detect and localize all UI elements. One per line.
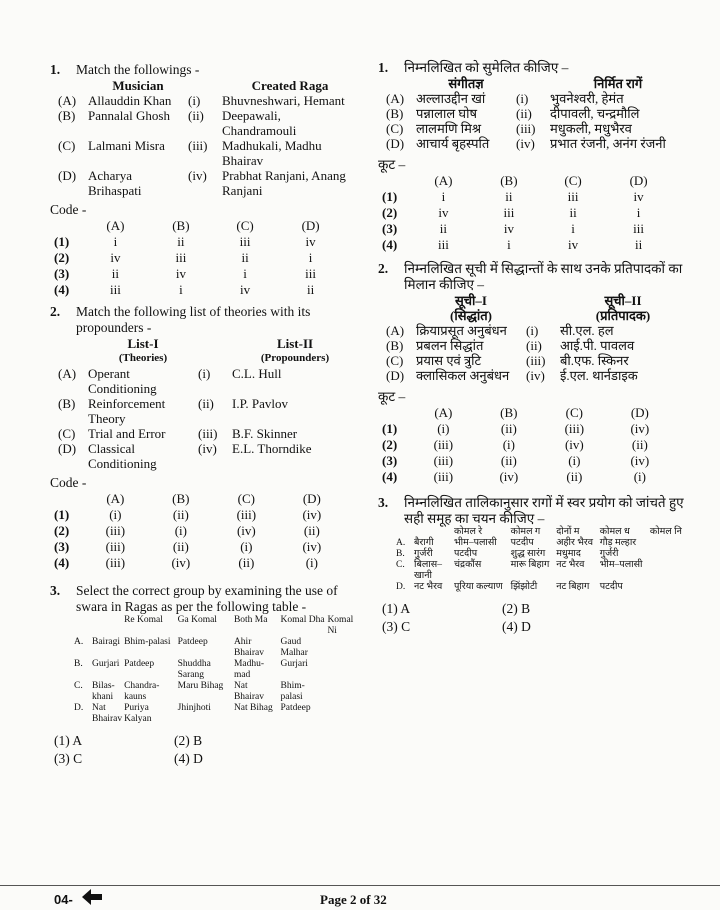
match-table: संगीतज्ञ निर्मित रागें (A) अल्लाउद्दीन खां (i) भुवनेश्वरी, हेमंत (B) पन्नालाल घोष (ii) दीपावली, चन्द्रमौलि (C) लालमणि मिश्र (iii) मधुकली, मधुभैरव (D) आचार्य बृहस्पति (iv) प्रभात रंजनी, अनंग रंजनी: [386, 76, 686, 151]
answer-option: (2) (iii) (i) (iv) (ii): [54, 523, 320, 538]
swara-head: Re Komal: [124, 615, 163, 625]
column-subhead: (Propounders): [260, 352, 330, 364]
theory-name: क्लासिकल अनुबंधन: [416, 368, 510, 383]
musician-name: पन्नालाल घोष: [416, 106, 477, 121]
musician-name: Acharya Brihaspati: [88, 168, 142, 198]
answer-option: (3) ii iv i iii: [54, 266, 316, 281]
question-text: निम्नलिखित को सुमेलित कीजिए –: [404, 60, 569, 75]
row-letter: (C): [58, 138, 76, 153]
column-head: सूची–II: [604, 293, 642, 308]
table-row: C. बिलास–खानी चंद्रकौंस मारू बिहाग नट भैरव भीम–पलासी: [396, 560, 643, 581]
propounder-name: E.L. Thorndike: [232, 441, 312, 456]
answer-option[interactable]: (2) B: [502, 601, 531, 616]
answer-option: (1) (i) (ii) (iii) (iv): [382, 421, 650, 436]
swara-head: Komal Dha: [280, 615, 325, 625]
question-text: निम्नलिखित सूची में सिद्धान्तों के साथ उनके प्रतिपादकों का मिलान कीजिए –: [404, 261, 683, 292]
swara-head: कोमल ध: [599, 527, 630, 537]
left-column: [50, 58, 368, 767]
question-number: 3.: [378, 495, 389, 510]
question-number: 2.: [50, 304, 61, 319]
code-table: (A) (B) (C) (D) (1) (i) (ii) (iii) (iv) (2) (iii) (i) (iv) (ii) (3) (iii) (ii) (i) (iv) (4) (iii) (iv) (ii) (i): [54, 491, 344, 571]
table-row: B. Gurjari Patdeep Shuddha Sarang Madhu-mad Gurjari: [74, 659, 308, 680]
question-text: Match the followings -: [76, 62, 200, 77]
raga-name: प्रभात रंजनी, अनंग रंजनी: [550, 136, 666, 151]
column-head: List-I: [127, 336, 159, 351]
answer-option[interactable]: (4) D: [502, 619, 531, 634]
code-table: (A) (B) (C) (D) (1) i ii iii iv (2) iv iii ii i (3) ii iv i iii (4) iii i iv ii: [382, 173, 672, 253]
musician-name: Pannalal Ghosh: [88, 108, 170, 123]
theory-name: Operant Conditioning: [88, 366, 157, 396]
column-subhead: (प्रतिपादक): [595, 308, 651, 323]
row-roman: (ii): [188, 108, 204, 123]
answer-option: (2) iv iii ii i: [382, 205, 641, 220]
question-text: Match the following list of theories with its propounders -: [76, 304, 311, 335]
code-label: कूट –: [378, 157, 406, 172]
swara-head: Komal Ni: [327, 615, 354, 636]
swara-head: Ga Komal: [177, 615, 217, 625]
answer-option: (2) iv iii ii i: [54, 250, 313, 265]
propounder-name: C.L. Hull: [232, 366, 282, 381]
swara-head: कोमल रे: [454, 527, 483, 537]
match-table: List-I (Theories) List-II (Propounders) (A) Operant Conditioning (i) C.L. Hull (B) Reinforcement Theory (ii) I.P. Pavlov (C) Trial and Error (iii) B.F. Skinner (D) Classical Conditioning (iv) E.L. Thorndike: [58, 336, 358, 471]
answer-options: [382, 601, 694, 635]
column-head: Created Raga: [251, 78, 329, 93]
question-1: [50, 62, 368, 298]
raga-name: Bhuvneshwari, Hemant: [222, 93, 345, 108]
table-row: B. गुर्जरी पटदीप शुद्ध सारंग मधुमाद गुर्जरी: [396, 549, 619, 559]
answer-option: (1) (i) (ii) (iii) (iv): [54, 507, 322, 522]
swara-head: कोमल ग: [510, 527, 541, 537]
table-row: A. बैरागी भीम–पलासी पटदीप अहीर भैरव गौड़ मल्हार: [396, 538, 637, 548]
table-row: C. Bilas-khani Chandra-kauns Maru Bihag Nat Bhairav Bhim-palasi: [74, 681, 305, 702]
page-number: Page 2 of 32: [320, 892, 387, 907]
row-letter: (A): [58, 93, 77, 108]
match-table: [58, 78, 358, 198]
raga-name: भुवनेश्वरी, हेमंत: [550, 91, 624, 106]
propounder-name: बी.एफ. स्किनर: [560, 353, 629, 368]
column-head: सूची–I: [455, 293, 487, 308]
raga-name: Madhukali, Madhu Bhairav: [222, 138, 322, 168]
musician-name: Allauddin Khan: [88, 93, 172, 108]
answer-option: (1) i ii iii iv: [382, 189, 644, 204]
answer-option[interactable]: (3) C: [54, 751, 83, 766]
question-3: [50, 583, 368, 767]
question-1-hindi: [378, 60, 694, 253]
propounder-name: B.F. Skinner: [232, 426, 298, 441]
footer-divider: [0, 885, 720, 886]
musician-name: अल्लाउद्दीन खां: [416, 91, 486, 106]
column-head: List-II: [276, 336, 314, 351]
row-letter: (D): [58, 168, 77, 183]
question-number: 1.: [378, 60, 389, 75]
table-row: D. नट भैरव पूरिया कल्याण झिंझोटी नट बिहाग पटदीप: [396, 582, 623, 592]
theory-name: Reinforcement Theory: [88, 396, 166, 426]
propounder-name: आई.पी. पावलव: [560, 338, 635, 353]
code-label: Code -: [50, 475, 87, 490]
answer-option: (3) (iii) (ii) (i) (iv): [382, 453, 650, 468]
swara-head: Both Ma: [233, 615, 268, 625]
column-head: निर्मित रागें: [593, 76, 643, 91]
theory-name: प्रबलन सिद्धांत: [416, 338, 484, 353]
answer-option[interactable]: (3) C: [382, 619, 411, 634]
answer-option: (3) (iii) (ii) (i) (iv): [54, 539, 322, 554]
row-roman: (iv): [188, 168, 207, 183]
code-table: (A) (B) (C) (D) (1) (i) (ii) (iii) (iv) (2) (iii) (i) (iv) (ii) (3) (iii) (ii) (i) (iv) (4) (iii) (iv) (ii) (i): [382, 405, 672, 485]
swara-head: दोनों म: [556, 527, 580, 537]
answer-option[interactable]: (1) A: [382, 601, 411, 616]
booklet-code: 04-: [54, 892, 73, 907]
theory-name: प्रयास एवं त्रुटि: [416, 353, 482, 368]
question-text: Select the correct group by examining the use of swara in Ragas as per the following table -: [76, 583, 338, 614]
raga-name: Deepawali, Chandramouli: [222, 108, 297, 138]
musician-name: आचार्य बृहस्पति: [416, 136, 490, 151]
code-label: कूट –: [378, 389, 406, 404]
right-column: [378, 56, 694, 635]
column-subhead: (Theories): [118, 352, 168, 364]
table-row: D. Nat Bhairav Puriya Kalyan Jhinjhoti Nat Bihag Patdeep: [74, 703, 311, 724]
question-2-hindi: [378, 261, 694, 485]
question-number: 3.: [50, 583, 61, 598]
match-table: सूची–I (सिद्धांत) सूची–II (प्रतिपादक) (A) क्रियाप्रसूत अनुबंधन (i) सी.एल. हल (B) प्रबलन सिद्धांत (ii) आई.पी. पावलव (C) प्रयास एवं त्रुटि (iii) बी.एफ. स्किनर (D) क्लासिकल अनुबंधन (iv) ई.एल. थार्नडाइक: [386, 293, 686, 383]
theory-name: Classical Conditioning: [88, 441, 157, 471]
answer-option: (1) i ii iii iv: [54, 234, 316, 249]
code-label: Code -: [50, 202, 87, 217]
column-head: संगीतज्ञ: [448, 76, 484, 91]
column-subhead: (सिद्धांत): [450, 308, 492, 323]
raga-name: मधुकली, मधुभैरव: [550, 121, 632, 136]
row-letter: (B): [58, 108, 76, 123]
answer-option: (4) iii i iv ii: [382, 237, 643, 252]
question-2: [50, 304, 368, 571]
question-3-hindi: [378, 495, 694, 635]
propounder-name: सी.एल. हल: [560, 323, 614, 338]
answer-option[interactable]: (4) D: [174, 751, 203, 766]
question-text: निम्नलिखित तालिकानुसार रागों में स्वर प्रयोग को जांचते हुए सही समूह का चयन कीजिए –: [404, 495, 684, 526]
column-head: Musician: [112, 78, 164, 93]
answer-option[interactable]: (2) B: [174, 733, 203, 748]
answer-option: (4) (iii) (iv) (ii) (i): [54, 555, 318, 570]
answer-options: [54, 733, 368, 767]
question-number: 2.: [378, 261, 389, 276]
row-roman: (i): [188, 93, 201, 108]
code-table: (A) (B) (C) (D) (1) i ii iii iv (2) iv iii ii i (3) ii iv i iii (4) iii i iv ii: [54, 218, 344, 298]
answer-option[interactable]: (1) A: [54, 733, 83, 748]
row-roman: (iii): [188, 138, 208, 153]
answer-option: (4) (iii) (iv) (ii) (i): [382, 469, 646, 484]
left-arrow-icon: [82, 889, 102, 909]
table-row: A. Bairagi Bhim-palasi Patdeep Ahir Bhairav Gaud Malhar: [74, 637, 308, 658]
musician-name: लालमणि मिश्र: [416, 121, 482, 136]
answer-option: (2) (iii) (i) (iv) (ii): [382, 437, 648, 452]
swara-table: [74, 615, 364, 725]
musician-name: Lalmani Misra: [88, 138, 165, 153]
raga-name: Prabhat Ranjani, Anang Ranjani: [222, 168, 346, 198]
raga-name: दीपावली, चन्द्रमौलि: [550, 106, 640, 121]
answer-option: (3) ii iv i iii: [382, 221, 644, 236]
swara-table: [396, 527, 688, 593]
answer-option: (4) iii i iv ii: [54, 282, 315, 297]
swara-head: कोमल नि: [649, 527, 682, 537]
theory-name: क्रियाप्रसूत अनुबंधन: [416, 323, 507, 338]
question-number: 1.: [50, 62, 61, 77]
theory-name: Trial and Error: [88, 426, 166, 441]
propounder-name: I.P. Pavlov: [232, 396, 288, 411]
propounder-name: ई.एल. थार्नडाइक: [560, 368, 638, 383]
